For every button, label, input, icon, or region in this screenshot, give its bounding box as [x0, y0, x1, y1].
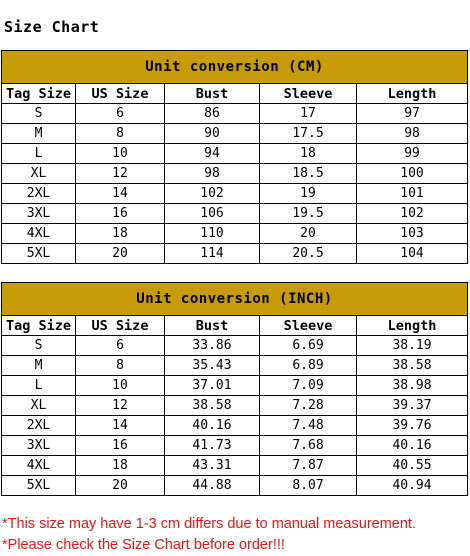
sleeve-cell: 7.48 [260, 416, 357, 436]
tag-size-cell: 2XL [2, 416, 76, 436]
table-row [2, 204, 468, 224]
notes [2, 514, 416, 556]
sleeve-cell: 7.09 [260, 376, 357, 396]
length-cell: 40.16 [357, 436, 468, 456]
sleeve-cell: 18.5 [260, 164, 357, 184]
tag-size-cell: S [2, 104, 76, 124]
us-size-cell: 6 [76, 336, 165, 356]
bust-cell: 106 [165, 204, 260, 224]
us-size-cell: 14 [76, 184, 165, 204]
table-row [2, 396, 468, 416]
header-sleeve: Sleeve [260, 316, 357, 336]
length-cell: 99 [357, 144, 468, 164]
sleeve-cell: 20.5 [260, 244, 357, 264]
table-row [2, 376, 468, 396]
bust-cell: 40.16 [165, 416, 260, 436]
tag-size-cell: 2XL [2, 184, 76, 204]
bust-cell: 90 [165, 124, 260, 144]
us-size-cell: 12 [76, 164, 165, 184]
header-bust: Bust [165, 84, 260, 104]
bust-cell: 38.58 [165, 396, 260, 416]
measurement-note: *This size may have 1-3 cm differs due to manual measurement. [2, 516, 416, 532]
tag-size-cell: L [2, 376, 76, 396]
order-note: *Please check the Size Chart before order!!! [2, 537, 285, 553]
page-title: Size Chart [4, 18, 100, 36]
tag-size-cell: 3XL [2, 436, 76, 456]
us-size-cell: 16 [76, 436, 165, 456]
inch-table-title-row [2, 283, 468, 316]
length-cell: 104 [357, 244, 468, 264]
us-size-cell: 8 [76, 356, 165, 376]
sleeve-cell: 17.5 [260, 124, 357, 144]
inch-header-row [2, 316, 468, 336]
header-bust: Bust [165, 316, 260, 336]
tag-size-cell: 3XL [2, 204, 76, 224]
sleeve-cell: 19 [260, 184, 357, 204]
bust-cell: 35.43 [165, 356, 260, 376]
length-cell: 38.58 [357, 356, 468, 376]
header-tag-size: Tag Size [2, 316, 76, 336]
bust-cell: 110 [165, 224, 260, 244]
cm-table-title-row [2, 51, 468, 84]
header-tag-size: Tag Size [2, 84, 76, 104]
length-cell: 40.94 [357, 476, 468, 496]
bust-cell: 114 [165, 244, 260, 264]
sleeve-cell: 6.89 [260, 356, 357, 376]
table-row [2, 356, 468, 376]
us-size-cell: 10 [76, 376, 165, 396]
table-row [2, 224, 468, 244]
table-row [2, 244, 468, 264]
table-row [2, 164, 468, 184]
table-row [2, 124, 468, 144]
sleeve-cell: 18 [260, 144, 357, 164]
length-cell: 38.19 [357, 336, 468, 356]
us-size-cell: 8 [76, 124, 165, 144]
sleeve-cell: 20 [260, 224, 357, 244]
tag-size-cell: M [2, 124, 76, 144]
length-cell: 40.55 [357, 456, 468, 476]
us-size-cell: 20 [76, 476, 165, 496]
cm-header-row [2, 84, 468, 104]
tag-size-cell: L [2, 144, 76, 164]
bust-cell: 33.86 [165, 336, 260, 356]
table-row [2, 336, 468, 356]
length-cell: 102 [357, 204, 468, 224]
sleeve-cell: 7.28 [260, 396, 357, 416]
cm-table-title: Unit conversion (CM) [2, 51, 468, 84]
bust-cell: 86 [165, 104, 260, 124]
table-row [2, 456, 468, 476]
length-cell: 103 [357, 224, 468, 244]
inch-size-table [1, 282, 468, 496]
table-row [2, 436, 468, 456]
tag-size-cell: 4XL [2, 456, 76, 476]
us-size-cell: 10 [76, 144, 165, 164]
sleeve-cell: 7.87 [260, 456, 357, 476]
length-cell: 98 [357, 124, 468, 144]
header-length: Length [357, 316, 468, 336]
us-size-cell: 14 [76, 416, 165, 436]
length-cell: 97 [357, 104, 468, 124]
tag-size-cell: 5XL [2, 244, 76, 264]
us-size-cell: 18 [76, 224, 165, 244]
cm-size-table [1, 50, 468, 264]
bust-cell: 44.88 [165, 476, 260, 496]
length-cell: 38.98 [357, 376, 468, 396]
inch-table-title: Unit conversion (INCH) [2, 283, 468, 316]
us-size-cell: 6 [76, 104, 165, 124]
us-size-cell: 20 [76, 244, 165, 264]
header-length: Length [357, 84, 468, 104]
length-cell: 100 [357, 164, 468, 184]
tag-size-cell: XL [2, 164, 76, 184]
tag-size-cell: 5XL [2, 476, 76, 496]
table-row [2, 144, 468, 164]
us-size-cell: 12 [76, 396, 165, 416]
length-cell: 101 [357, 184, 468, 204]
bust-cell: 98 [165, 164, 260, 184]
us-size-cell: 16 [76, 204, 165, 224]
bust-cell: 41.73 [165, 436, 260, 456]
tag-size-cell: XL [2, 396, 76, 416]
bust-cell: 102 [165, 184, 260, 204]
cm-table-body [2, 51, 468, 264]
bust-cell: 43.31 [165, 456, 260, 476]
header-us-size: US Size [76, 84, 165, 104]
sleeve-cell: 6.69 [260, 336, 357, 356]
sleeve-cell: 19.5 [260, 204, 357, 224]
header-sleeve: Sleeve [260, 84, 357, 104]
table-row [2, 476, 468, 496]
us-size-cell: 18 [76, 456, 165, 476]
sleeve-cell: 17 [260, 104, 357, 124]
sleeve-cell: 7.68 [260, 436, 357, 456]
table-row [2, 104, 468, 124]
header-us-size: US Size [76, 316, 165, 336]
tag-size-cell: 4XL [2, 224, 76, 244]
length-cell: 39.37 [357, 396, 468, 416]
table-row [2, 416, 468, 436]
tag-size-cell: M [2, 356, 76, 376]
sleeve-cell: 8.07 [260, 476, 357, 496]
length-cell: 39.76 [357, 416, 468, 436]
tag-size-cell: S [2, 336, 76, 356]
table-row [2, 184, 468, 204]
bust-cell: 37.01 [165, 376, 260, 396]
inch-table-body [2, 283, 468, 496]
bust-cell: 94 [165, 144, 260, 164]
